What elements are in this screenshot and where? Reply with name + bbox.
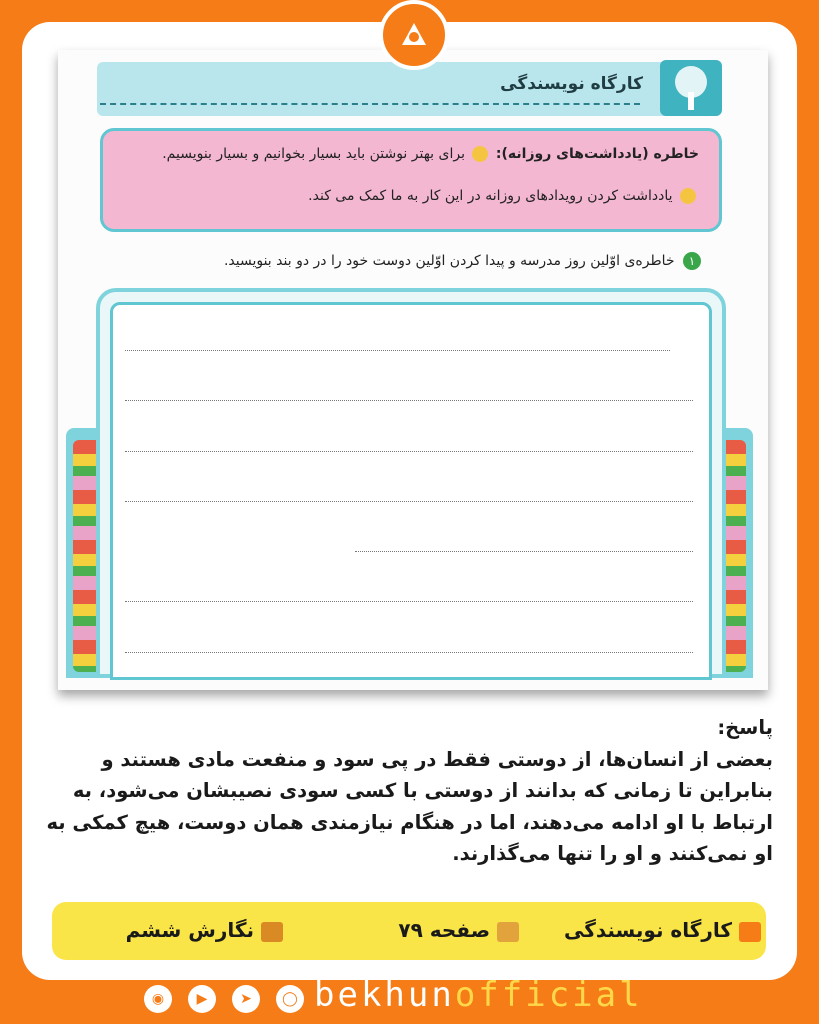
info-box [100,128,722,232]
banner-title: کارگاه نویسندگی [500,74,643,94]
info-text-2: یادداشت کردن رویدادهای روزانه در این کار به ما کمک می کند. [308,188,673,204]
question-number: ۱ [683,252,701,270]
info-text-1: برای بهتر نوشتن باید بسیار بخوانیم و بسیار بنویسیم. [162,146,465,162]
telegram-icon[interactable]: ➤ [232,985,260,1013]
banner-divider [100,103,640,105]
user-icon [739,922,761,942]
info-label: خاطره (یادداشت‌های روزانه): [495,146,699,162]
instagram-icon[interactable]: ◯ [276,985,304,1013]
question-text: خاطره‌ی اوّلین روز مدرسه و پیدا کردن اوّلین دوست خود را در دو بند بنویسید. [223,253,675,269]
youtube-icon[interactable]: ▶ [188,985,216,1013]
answer-text: بعضی از انسان‌ها، از دوستی فقط در پی سود و منفعت مادی هستند و بنابراین تا زمانی که بدانند از دوستی با کسی سودی نصیبشان می‌شود، به ارتباط با او ادامه می‌دهند، اما در هنگام نیازمندی همان دوست، هیچ کمکی به او نمی‌کنند و او را تنها می‌گذارند. [46,747,773,865]
answer-label: پاسخ: [717,716,773,739]
question [224,252,701,270]
brand-part-1: bekhun [314,975,455,1015]
writing-line[interactable] [125,400,693,401]
graduation-icon [261,922,283,942]
bar-item-workshop [564,918,761,942]
bullet-icon [680,188,696,204]
bar-item-page-label: صفحه ۷۹ [398,918,491,942]
writing-line[interactable] [125,652,693,653]
writing-line[interactable] [125,501,693,502]
film-icon[interactable]: ◉ [144,985,172,1013]
writing-line[interactable] [125,451,693,452]
writing-line[interactable] [125,350,670,351]
book-icon [497,922,519,942]
tree-icon [660,60,722,116]
info-line-2 [308,188,699,204]
bullet-icon [472,146,488,162]
bar-item-workshop-label: کارگاه نویسندگی [563,918,733,942]
writing-line[interactable] [125,601,693,602]
brand-part-2: official [454,975,643,1015]
bar-item-page [398,918,519,942]
bar-item-grade-label: نگارش ششم [125,918,255,942]
answer-block [43,712,773,870]
writing-area[interactable] [110,302,712,680]
logo-icon[interactable] [379,0,449,70]
bar-item-grade [126,918,283,942]
info-line-1 [162,146,699,162]
writing-line[interactable] [355,551,693,552]
brand-name [314,975,643,1015]
